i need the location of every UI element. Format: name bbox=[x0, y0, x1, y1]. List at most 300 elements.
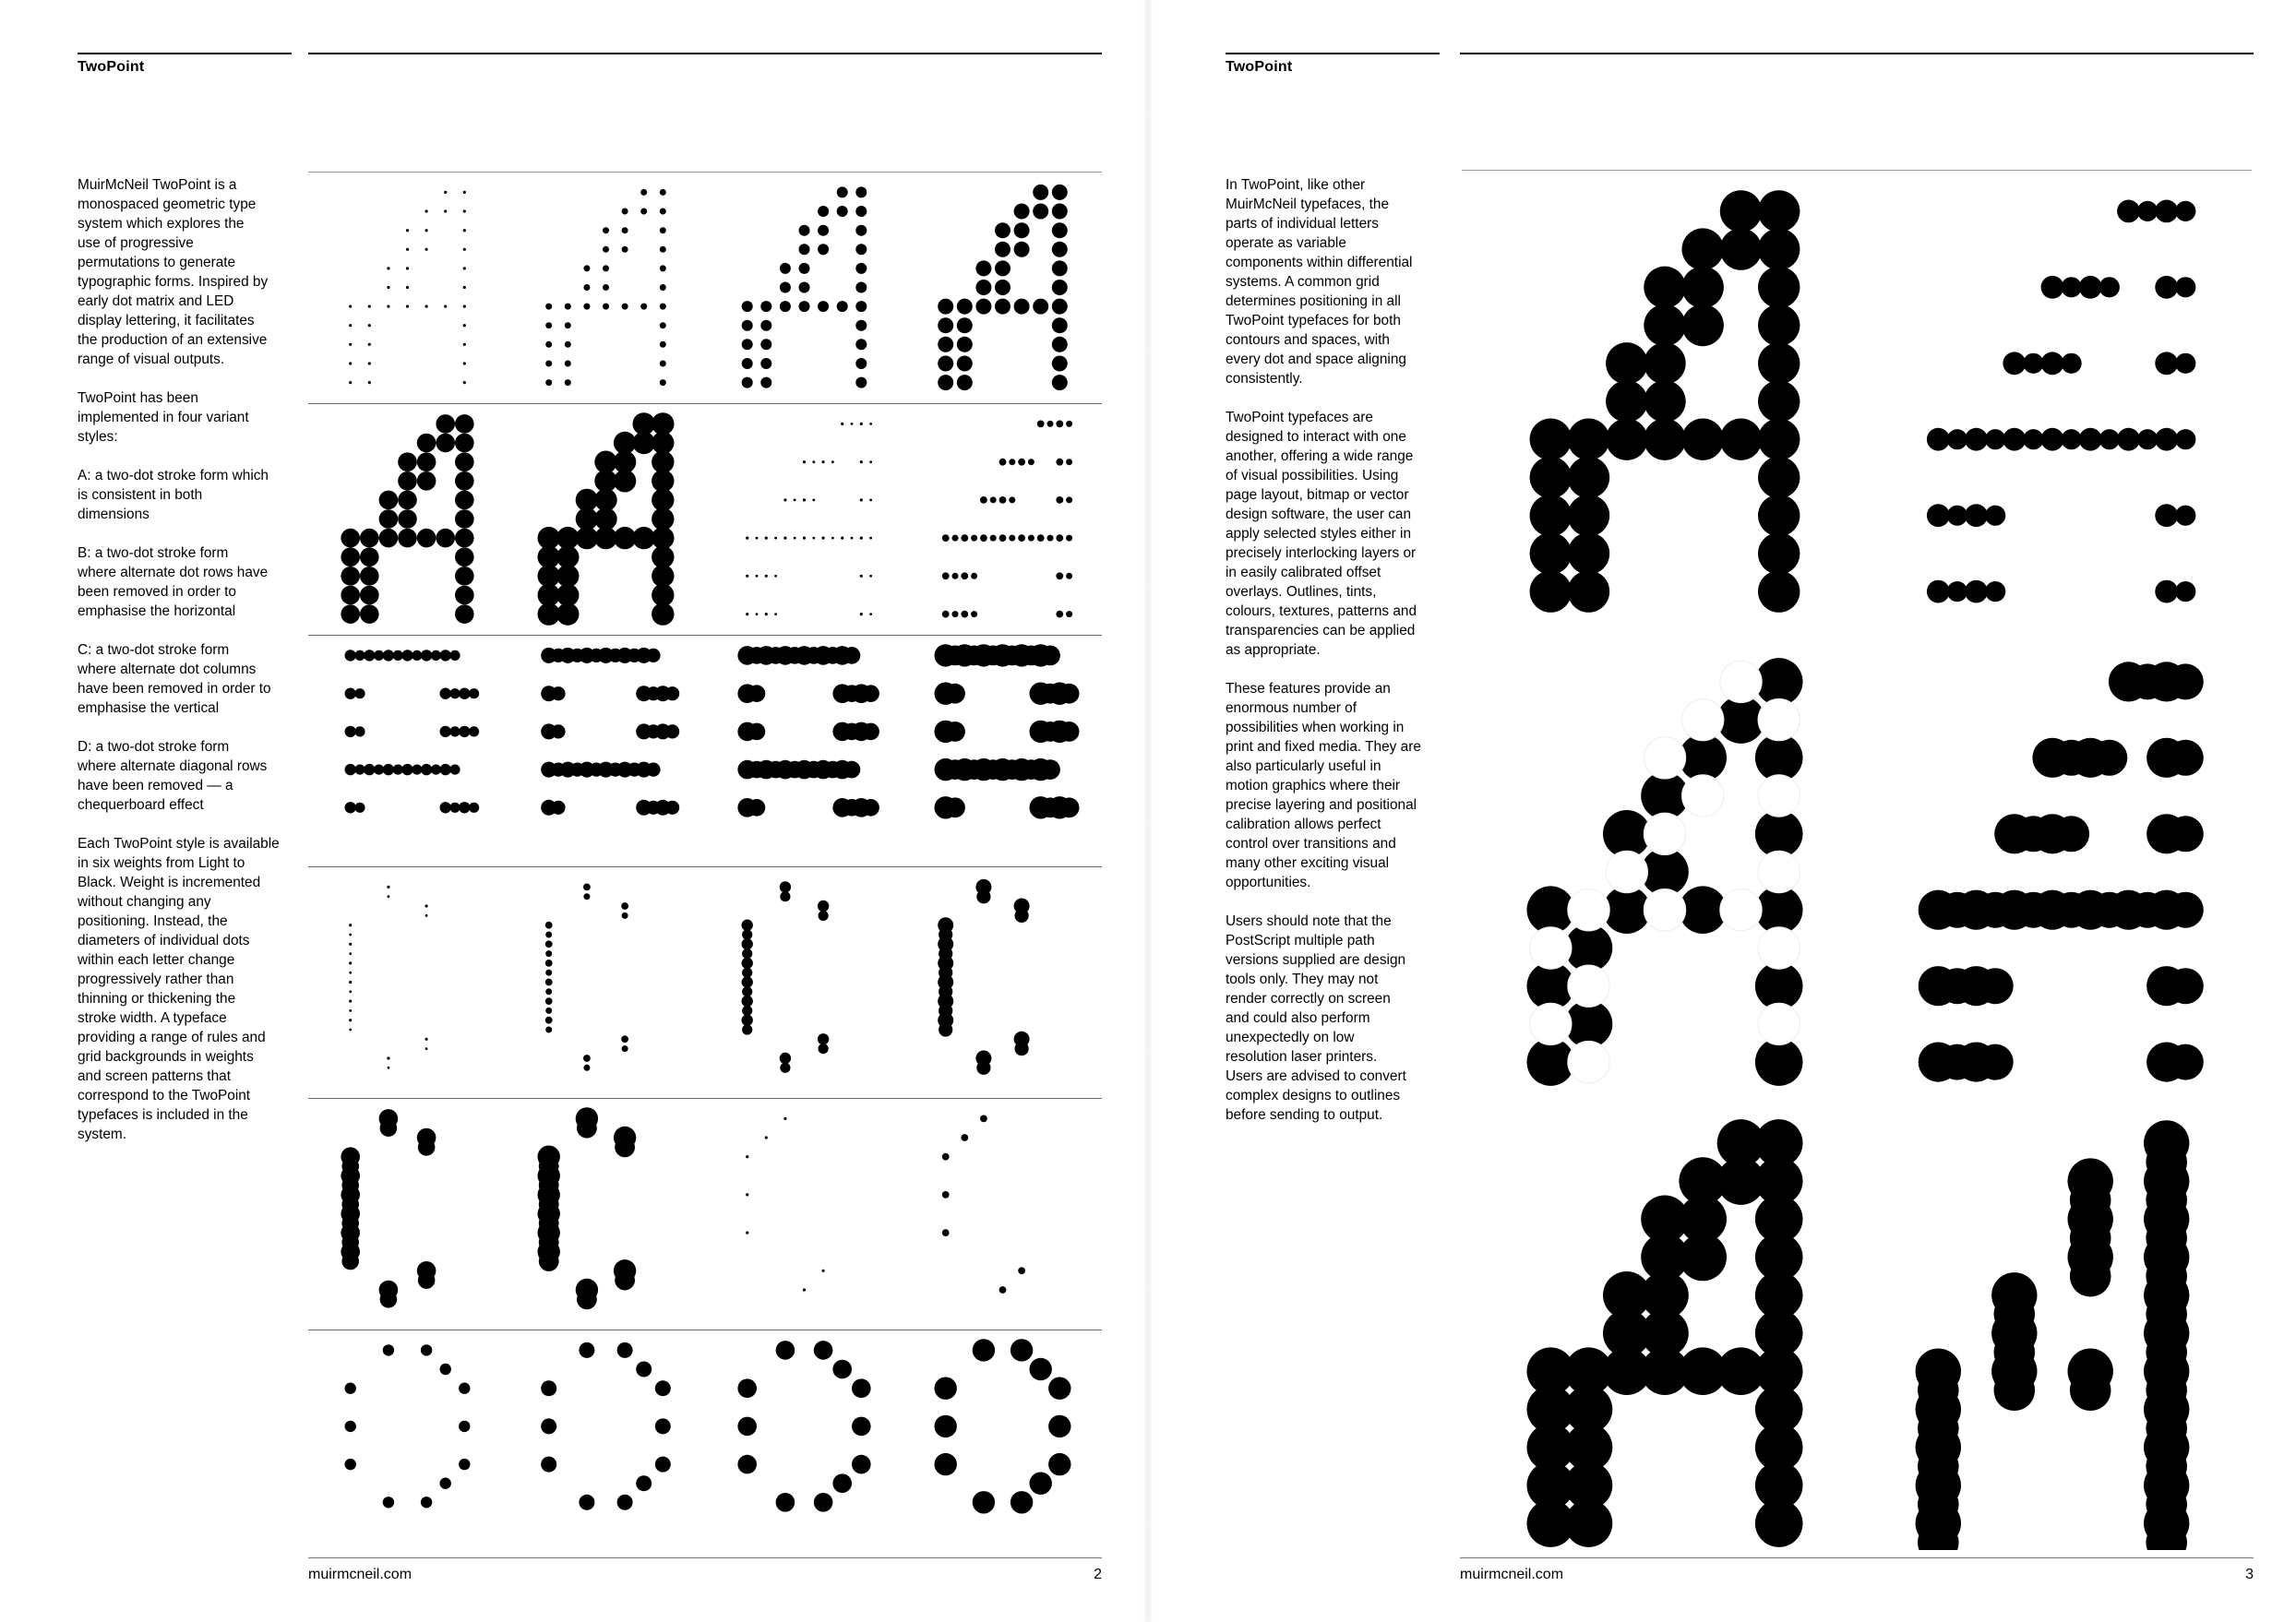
glyph-dot bbox=[1014, 242, 1030, 257]
glyph-dot bbox=[349, 1000, 352, 1003]
glyph-specimen bbox=[903, 411, 1102, 627]
glyph-dot bbox=[742, 301, 753, 312]
glyph-dot bbox=[1606, 380, 1647, 422]
glyph-dot bbox=[2168, 892, 2204, 928]
glyph-dot bbox=[2099, 277, 2120, 297]
glyph-dot bbox=[742, 929, 752, 939]
glyph-dot bbox=[760, 358, 771, 369]
glyph-dot bbox=[939, 1022, 952, 1036]
glyph-dot bbox=[1048, 1415, 1070, 1437]
glyph-dot bbox=[449, 688, 460, 698]
glyph-dot bbox=[1720, 228, 1762, 269]
glyph-dot bbox=[449, 726, 460, 736]
glyph-dot bbox=[1978, 1044, 2014, 1080]
glyph-dot bbox=[349, 1019, 352, 1021]
glyph-dot bbox=[425, 248, 428, 251]
glyph-dot bbox=[1015, 909, 1029, 923]
glyph-dot bbox=[852, 1417, 871, 1437]
glyph-dot bbox=[655, 1380, 671, 1396]
overlay-glyph bbox=[1859, 185, 2246, 618]
glyph-dot bbox=[665, 801, 679, 815]
glyph-dot bbox=[640, 304, 647, 310]
glyph-dot bbox=[436, 529, 455, 548]
glyph-dot bbox=[2168, 740, 2204, 776]
glyph-dot bbox=[1985, 506, 2005, 526]
glyph-dot bbox=[1037, 421, 1045, 428]
glyph-dot bbox=[756, 537, 759, 540]
glyph-dot bbox=[742, 1024, 752, 1034]
glyph-dot bbox=[436, 434, 455, 453]
glyph-specimen bbox=[903, 179, 1102, 396]
glyph-dot bbox=[973, 1491, 995, 1513]
glyph-dot bbox=[2003, 352, 2026, 375]
glyph-dot bbox=[742, 920, 753, 931]
glyph-dot bbox=[1040, 646, 1060, 666]
glyph-dot bbox=[660, 227, 666, 233]
glyph-dot bbox=[349, 981, 352, 984]
specimen-cell bbox=[308, 642, 507, 859]
glyph-dot bbox=[360, 529, 379, 548]
glyph-dot bbox=[387, 305, 389, 308]
specimen-cell bbox=[705, 1105, 903, 1322]
glyph-dot bbox=[2041, 276, 2064, 299]
glyph-dot bbox=[1606, 851, 1647, 892]
glyph-dot bbox=[393, 650, 403, 661]
glyph-dot bbox=[449, 803, 460, 813]
glyph-dot bbox=[665, 686, 679, 700]
glyph-dot bbox=[1028, 535, 1034, 542]
glyph-dot bbox=[539, 1251, 559, 1271]
glyph-dot bbox=[1018, 459, 1025, 466]
glyph-dot bbox=[1644, 889, 1685, 931]
glyph-dot bbox=[579, 1495, 594, 1510]
overlay-glyph bbox=[1859, 655, 2246, 1089]
glyph-dot bbox=[1048, 1453, 1070, 1475]
glyph-specimen bbox=[308, 642, 507, 859]
glyph-dot bbox=[855, 358, 867, 369]
glyph-dot bbox=[565, 341, 571, 348]
glyph-dot bbox=[383, 1497, 394, 1508]
glyph-dot bbox=[354, 765, 365, 775]
glyph-dot bbox=[455, 414, 474, 434]
glyph-dot bbox=[1010, 1491, 1033, 1513]
glyph-dot bbox=[1568, 457, 1609, 498]
glyph-dot bbox=[345, 802, 356, 813]
glyph-dot bbox=[1758, 927, 1800, 969]
glyph-dot bbox=[818, 244, 829, 255]
glyph-dot bbox=[1066, 459, 1072, 465]
glyph-dot bbox=[855, 186, 867, 197]
glyph-specimen bbox=[705, 1337, 903, 1554]
glyph-dot bbox=[387, 886, 389, 889]
glyph-dot bbox=[746, 575, 748, 578]
glyph-dot bbox=[837, 186, 848, 197]
glyph-dot bbox=[746, 1155, 748, 1158]
glyph-dot bbox=[2062, 429, 2082, 449]
glyph-dot bbox=[444, 305, 447, 308]
glyph-dot bbox=[1927, 428, 1950, 451]
glyph-dot bbox=[783, 537, 786, 540]
glyph-dot bbox=[1066, 573, 1072, 579]
glyph-dot bbox=[832, 1360, 852, 1379]
glyph-dot bbox=[417, 452, 436, 471]
glyph-dot bbox=[975, 299, 991, 315]
specimen-cell bbox=[705, 179, 903, 396]
glyph-dot bbox=[379, 529, 399, 548]
glyph-dot bbox=[1565, 1499, 1613, 1547]
glyph-dot bbox=[2175, 429, 2195, 449]
glyph-dot bbox=[832, 1473, 852, 1493]
glyph-dot bbox=[2053, 816, 2089, 852]
footer-rule-left bbox=[308, 1557, 1102, 1558]
glyph-dot bbox=[742, 938, 753, 949]
specimen-cell bbox=[507, 874, 705, 1091]
glyph-dot bbox=[1047, 421, 1054, 427]
glyph-dot bbox=[577, 1118, 597, 1139]
glyph-dot bbox=[819, 911, 829, 921]
glyph-dot bbox=[1014, 299, 1030, 315]
glyph-dot bbox=[374, 650, 384, 661]
glyph-dot bbox=[938, 337, 953, 352]
glyph-dot bbox=[1644, 737, 1685, 779]
glyph-specimen bbox=[308, 874, 507, 1091]
body-text-column bbox=[78, 175, 299, 1163]
glyph-dot bbox=[776, 1493, 795, 1512]
glyph-specimen bbox=[507, 1337, 705, 1554]
glyph-dot bbox=[1028, 459, 1034, 465]
glyph-dot bbox=[1056, 572, 1063, 579]
glyph-dot bbox=[349, 990, 352, 993]
glyph-dot bbox=[945, 722, 965, 742]
glyph-dot bbox=[583, 284, 590, 291]
glyph-dot bbox=[2168, 1044, 2204, 1080]
glyph-dot bbox=[737, 1417, 757, 1437]
glyph-dot bbox=[2070, 1256, 2111, 1297]
glyph-dot bbox=[1066, 611, 1072, 617]
glyph-dot bbox=[660, 379, 666, 386]
glyph-dot bbox=[1056, 611, 1063, 618]
glyph-dot bbox=[436, 414, 455, 434]
page-number: 2 bbox=[1094, 1567, 1102, 1582]
glyph-dot bbox=[869, 460, 872, 463]
glyph-dot bbox=[957, 317, 973, 333]
glyph-specimen bbox=[705, 874, 903, 1091]
glyph-dot bbox=[942, 1153, 950, 1161]
glyph-dot bbox=[425, 305, 428, 308]
overlay-specimen bbox=[1471, 655, 1859, 1089]
glyph-dot bbox=[2168, 816, 2204, 852]
glyph-dot bbox=[1018, 534, 1025, 542]
grid-row-rule bbox=[308, 866, 1102, 867]
glyph-dot bbox=[1059, 684, 1080, 704]
glyph-dot bbox=[565, 322, 571, 328]
glyph-dot bbox=[449, 650, 460, 661]
glyph-specimen bbox=[507, 1105, 705, 1322]
glyph-dot bbox=[1965, 580, 1988, 603]
glyph-specimen bbox=[507, 874, 705, 1091]
glyph-dot bbox=[822, 460, 825, 463]
glyph-dot bbox=[398, 491, 417, 510]
glyph-dot bbox=[799, 225, 810, 236]
glyph-dot bbox=[401, 764, 413, 775]
glyph-dot bbox=[851, 537, 854, 540]
glyph-dot bbox=[746, 1193, 748, 1196]
glyph-dot bbox=[655, 1457, 671, 1473]
glyph-dot bbox=[603, 284, 609, 291]
specimen-cell bbox=[507, 411, 705, 627]
glyph-dot bbox=[819, 1044, 829, 1054]
glyph-dot bbox=[831, 537, 834, 540]
glyph-dot bbox=[855, 225, 867, 236]
glyph-dot bbox=[545, 950, 552, 957]
glyph-dot bbox=[812, 537, 815, 540]
glyph-specimen bbox=[705, 642, 903, 859]
glyph-dot bbox=[748, 685, 766, 702]
glyph-specimen bbox=[308, 1337, 507, 1554]
glyph-dot bbox=[463, 381, 466, 384]
specimen-cell bbox=[705, 1337, 903, 1554]
glyph-dot bbox=[1720, 661, 1762, 702]
glyph-dot bbox=[360, 547, 379, 567]
glyph-dot bbox=[440, 802, 451, 813]
glyph-dot bbox=[421, 1497, 432, 1508]
glyph-dot bbox=[345, 1421, 356, 1432]
glyph-dot bbox=[341, 604, 360, 624]
glyph-dot bbox=[855, 263, 867, 274]
glyph-dot bbox=[961, 611, 968, 618]
glyph-dot bbox=[746, 537, 748, 540]
glyph-dot bbox=[975, 260, 991, 276]
glyph-dot bbox=[398, 452, 417, 471]
footer-rule-right bbox=[1460, 1557, 2254, 1558]
glyph-dot bbox=[383, 764, 394, 775]
glyph-dot bbox=[1758, 457, 1800, 498]
glyph-dot bbox=[2175, 581, 2195, 602]
glyph-dot bbox=[2155, 276, 2178, 299]
glyph-dot bbox=[622, 246, 628, 253]
paragraph: A: a two-dot stroke form which is consistent in both dimensions bbox=[78, 468, 269, 522]
glyph-dot bbox=[380, 1291, 398, 1308]
glyph-dot bbox=[1015, 1042, 1029, 1055]
glyph-dot bbox=[349, 961, 352, 964]
glyph-dot bbox=[406, 267, 409, 269]
glyph-dot bbox=[545, 940, 553, 948]
specimen-cell bbox=[507, 1105, 705, 1322]
glyph-dot bbox=[748, 799, 766, 817]
glyph-dot bbox=[545, 988, 552, 995]
glyph-dot bbox=[541, 1418, 556, 1434]
glyph-dot bbox=[459, 688, 470, 699]
paragraph: TwoPoint typefaces are designed to interact with one another, offering a wide range of visual possibilities. Using page layout, bitmap or vector design software, the user can apply selected styles either in precisely interlocking layers or in easily calibrated offset overlays. Outlines, tints, colours, textures, patterns and transparencies can be applied as appropriate. bbox=[1226, 410, 1417, 658]
glyph-dot bbox=[431, 650, 441, 661]
glyph-dot bbox=[831, 460, 834, 463]
glyph-dot bbox=[440, 650, 451, 661]
glyph-dot bbox=[1530, 927, 1572, 969]
grid-row-rule bbox=[308, 635, 1102, 636]
glyph-dot bbox=[957, 375, 973, 390]
glyph-dot bbox=[869, 423, 872, 425]
glyph-dot bbox=[556, 602, 579, 625]
glyph-dot bbox=[1758, 228, 1800, 269]
specimen-cell bbox=[308, 411, 507, 627]
glyph-dot bbox=[388, 895, 390, 898]
glyph-dot bbox=[2117, 200, 2140, 223]
glyph-dot bbox=[368, 343, 371, 346]
glyph-dot bbox=[803, 1288, 806, 1291]
glyph-dot bbox=[660, 246, 666, 253]
glyph-dot bbox=[1052, 185, 1068, 200]
glyph-dot bbox=[860, 423, 863, 425]
glyph-dot bbox=[368, 324, 371, 327]
glyph-dot bbox=[860, 498, 863, 501]
glyph-dot bbox=[640, 209, 647, 215]
glyph-dot bbox=[1530, 419, 1572, 460]
glyph-dot bbox=[814, 1493, 833, 1512]
glyph-dot bbox=[417, 529, 436, 548]
glyph-dot bbox=[660, 361, 666, 367]
glyph-dot bbox=[545, 1017, 553, 1024]
glyph-dot bbox=[774, 537, 777, 540]
glyph-dot bbox=[1568, 1041, 1609, 1082]
glyph-dot bbox=[463, 229, 466, 232]
glyph-dot bbox=[1758, 380, 1800, 422]
glyph-dot bbox=[1758, 190, 1800, 232]
glyph-dot bbox=[417, 471, 436, 491]
specimen-cell bbox=[507, 1337, 705, 1554]
glyph-dot bbox=[869, 613, 872, 615]
glyph-dot bbox=[935, 1453, 957, 1475]
glyph-dot bbox=[383, 1344, 394, 1355]
glyph-dot bbox=[1682, 267, 1724, 308]
glyph-dot bbox=[1052, 280, 1068, 295]
glyph-dot bbox=[999, 459, 1007, 466]
glyph-dot bbox=[603, 246, 609, 253]
glyph-dot bbox=[349, 305, 352, 308]
glyph-dot bbox=[799, 282, 810, 293]
glyph-dot bbox=[1644, 813, 1685, 854]
glyph-specimen bbox=[705, 179, 903, 396]
glyph-dot bbox=[783, 1117, 786, 1120]
grid-row-rule bbox=[308, 172, 1102, 173]
glyph-dot bbox=[1052, 204, 1068, 220]
glyph-dot bbox=[349, 362, 352, 364]
glyph-dot bbox=[551, 686, 565, 700]
specimen-cell bbox=[903, 1105, 1102, 1322]
glyph-dot bbox=[1985, 581, 2005, 602]
glyph-dot bbox=[2062, 353, 2082, 374]
glyph-dot bbox=[583, 1055, 591, 1062]
glyph-dot bbox=[349, 343, 352, 346]
glyph-dot bbox=[349, 934, 352, 936]
glyph-dot bbox=[660, 265, 666, 271]
glyph-dot bbox=[1568, 570, 1609, 612]
glyph-dot bbox=[1018, 1267, 1025, 1274]
glyph-dot bbox=[1947, 506, 1967, 526]
glyph-dot bbox=[1720, 419, 1762, 460]
glyph-dot bbox=[425, 1047, 428, 1050]
glyph-dot bbox=[1530, 457, 1572, 498]
glyph-dot bbox=[421, 1344, 432, 1355]
glyph-dot bbox=[349, 324, 352, 327]
glyph-dot bbox=[855, 377, 867, 388]
glyph-dot bbox=[412, 765, 422, 775]
glyph-dot bbox=[860, 537, 863, 540]
glyph-dot bbox=[444, 191, 447, 194]
glyph-dot bbox=[341, 1253, 359, 1270]
glyph-dot bbox=[2155, 352, 2178, 375]
specimen-cell bbox=[705, 642, 903, 859]
glyph-dot bbox=[765, 575, 768, 578]
glyph-dot bbox=[1530, 532, 1572, 574]
glyph-dot bbox=[841, 423, 843, 425]
glyph-dot bbox=[455, 491, 474, 510]
glyph-dot bbox=[398, 471, 417, 491]
glyph-dot bbox=[837, 206, 848, 217]
glyph-dot bbox=[961, 534, 968, 542]
glyph-dot bbox=[862, 723, 879, 741]
glyph-dot bbox=[1927, 580, 1950, 603]
glyph-dot bbox=[368, 381, 371, 384]
glyph-dot bbox=[583, 1065, 590, 1071]
glyph-dot bbox=[565, 304, 571, 310]
spread-gutter bbox=[1142, 0, 1154, 1622]
glyph-dot bbox=[1056, 534, 1063, 542]
glyph-dot bbox=[2079, 428, 2102, 451]
grid-row-rule bbox=[308, 1098, 1102, 1099]
paragraph: Users should note that the PostScript multiple path versions supplied are design tools only. They may not render correctly on screen and could also perform unexpectedly on low resolution laser printers. Users are advised to convert complex designs to outlines before sending to output. bbox=[1226, 913, 1406, 1123]
glyph-dot bbox=[431, 765, 441, 775]
glyph-dot bbox=[803, 537, 806, 540]
glyph-dot bbox=[1052, 375, 1068, 390]
glyph-dot bbox=[551, 801, 565, 815]
glyph-dot bbox=[621, 1035, 628, 1043]
glyph-dot bbox=[646, 649, 660, 662]
glyph-dot bbox=[603, 227, 609, 233]
glyph-dot bbox=[541, 1457, 556, 1473]
glyph-dot bbox=[1059, 722, 1080, 742]
glyph-dot bbox=[1679, 1234, 1727, 1282]
glyph-dot bbox=[455, 529, 474, 548]
glyph-dot bbox=[1037, 534, 1045, 542]
glyph-dot bbox=[780, 881, 791, 892]
glyph-dot bbox=[636, 1475, 652, 1491]
paragraph: In TwoPoint, like other MuirMcNeil typefaces, the parts of individual letters operate as variable components within differential systems. A common grid determines positioning in all TwoPoint typefaces for both contours and spaces, with every dot and space aligning consistently. bbox=[1226, 177, 1413, 387]
glyph-dot bbox=[952, 573, 959, 579]
glyph-dot bbox=[398, 529, 417, 548]
glyph-dot bbox=[469, 803, 479, 813]
glyph-dot bbox=[2175, 353, 2195, 374]
glyph-dot bbox=[794, 499, 796, 502]
glyph-dot bbox=[368, 362, 371, 364]
glyph-dot bbox=[545, 322, 552, 328]
glyph-dot bbox=[1947, 429, 1967, 449]
glyph-specimen bbox=[705, 411, 903, 627]
glyph-dot bbox=[379, 509, 399, 529]
glyph-dot bbox=[583, 893, 590, 900]
glyph-dot bbox=[843, 761, 861, 779]
glyph-dot bbox=[818, 900, 829, 912]
glyph-dot bbox=[799, 244, 810, 255]
glyph-dot bbox=[1010, 1339, 1033, 1361]
glyph-dot bbox=[444, 209, 447, 212]
glyph-dot bbox=[945, 797, 965, 817]
glyph-dot bbox=[2003, 428, 2026, 451]
glyph-dot bbox=[737, 1378, 757, 1398]
glyph-dot bbox=[1052, 299, 1068, 315]
overlay-glyph bbox=[1471, 655, 1859, 1089]
glyph-specimen bbox=[507, 411, 705, 627]
glyph-dot bbox=[463, 267, 466, 269]
